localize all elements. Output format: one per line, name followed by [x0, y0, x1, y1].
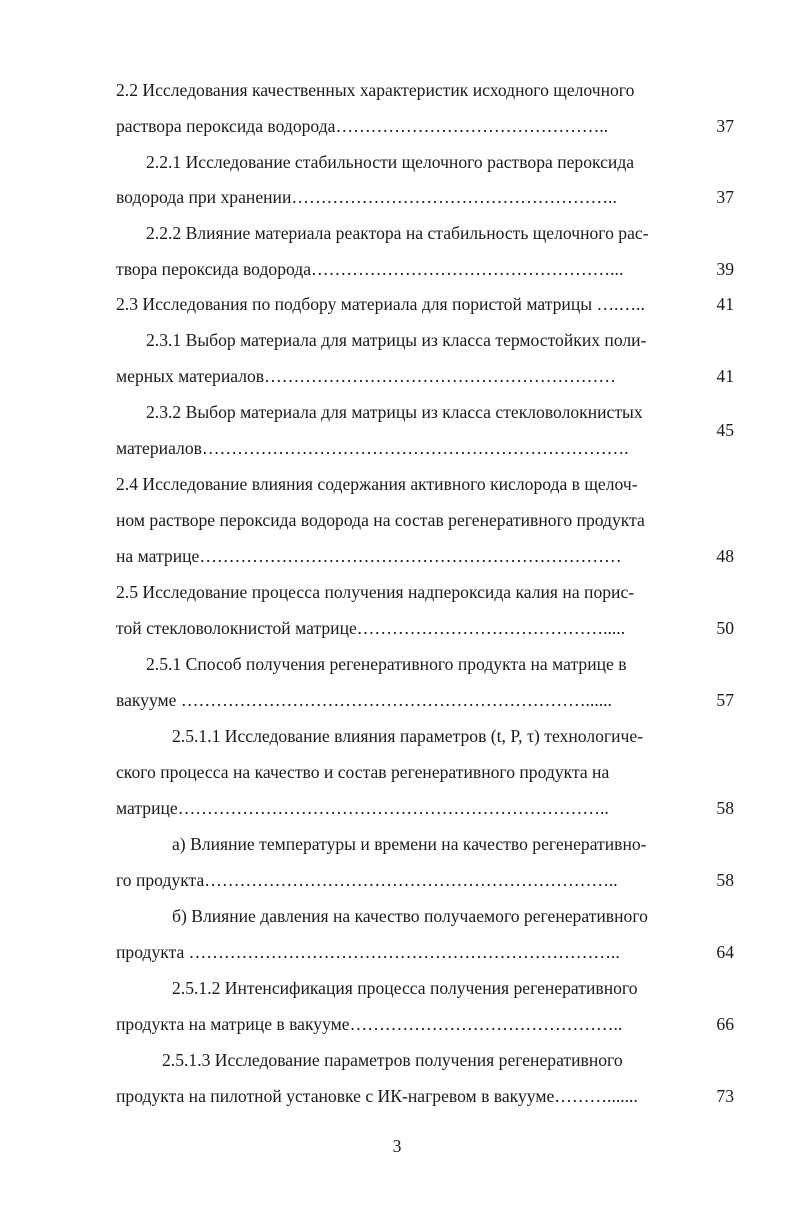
toc-page-number: 39: [716, 259, 734, 279]
toc-entry-line: 2.5.1.3 Исследование параметров получения регенеративного: [162, 1050, 623, 1070]
toc-page-number: 73: [716, 1086, 734, 1106]
toc-page-number: 58: [716, 798, 734, 818]
toc-entry-line: 2.5.1.1 Исследование влияния параметров (t, P, τ) технологиче-: [172, 726, 644, 746]
toc-entry-line: твора пероксида водорода……………………………………………...: [116, 259, 624, 279]
toc-entry-line: ского процесса на качество и состав регенеративного продукта на: [116, 762, 610, 782]
toc-entry-line: 2.4 Исследование влияния содержания активного кислорода в щелоч-: [116, 474, 638, 494]
toc-entry-line: материалов……………………………………………………………….: [116, 438, 629, 458]
toc-page-number: 66: [716, 1014, 734, 1034]
toc-entry-line: матрице………………………………………………………………..: [116, 798, 609, 818]
toc-entry-line: продукта ………………………………………………………………..: [116, 942, 620, 962]
toc-page-number: 41: [716, 294, 734, 314]
toc-entry-line: 2.3.2 Выбор материала для матрицы из класса стекловолокнистых: [146, 402, 643, 422]
toc-entry-line: 2.2.1 Исследование стабильности щелочного раствора пероксида: [146, 152, 635, 172]
toc-entry-line: 2.3 Исследования по подбору материала для пористой матрицы ….…..: [116, 294, 645, 314]
toc-page-number: 41: [716, 366, 734, 386]
toc-entry-line: 2.3.1 Выбор материала для матрицы из класса термостойких поли-: [146, 330, 647, 350]
toc-entry-line: 2.2.2 Влияние материала реактора на стабильность щелочного рас-: [146, 223, 649, 243]
toc-page-number: 50: [716, 618, 734, 638]
toc-page-number: 64: [716, 942, 734, 962]
toc-page-number: 48: [716, 546, 734, 566]
toc-entry-line: 2.5.1.2 Интенсификация процесса получения регенеративного: [172, 978, 638, 998]
toc-page-number: 37: [716, 187, 734, 207]
toc-page-number: 57: [716, 690, 734, 710]
toc-entry-line: раствора пероксида водорода………………………………………..: [116, 116, 609, 136]
toc-entry-line: продукта на пилотной установке с ИК-нагревом в вакууме……….......: [116, 1086, 638, 1106]
toc-page-number: 58: [716, 870, 734, 890]
toc-entry-line: б) Влияние давления на качество получаемого регенеративного: [172, 906, 648, 926]
toc-entry-line: 2.5.1 Способ получения регенеративного продукта на матрице в: [146, 654, 627, 674]
toc-entry-line: а) Влияние температуры и времени на качество регенеративно-: [172, 834, 647, 854]
toc-entry-line: 2.2 Исследования качественных характеристик исходного щелочного: [116, 80, 635, 100]
toc-entry-line: продукта на матрице в вакууме………………………………………..: [116, 1014, 623, 1034]
page-number: 3: [392, 1136, 402, 1156]
toc-entry-line: вакууме ……………………………………………………………......: [116, 690, 612, 710]
toc-entry-line: той стекловолокнистой матрице…………………………………….....: [116, 618, 626, 638]
toc-entry-line: го продукта……………………………………………………………..: [116, 870, 618, 890]
toc-page-number: 45: [716, 420, 734, 440]
toc-page-number: 37: [716, 116, 734, 136]
toc-entry-line: на матрице………………………………………………………………: [116, 546, 622, 566]
toc-entry-line: ном растворе пероксида водорода на состав регенеративного продукта: [116, 510, 645, 530]
toc-entry-line: 2.5 Исследование процесса получения надпероксида калия на порис-: [116, 582, 635, 602]
toc-entry-line: водорода при хранении………………………………………………..: [116, 187, 617, 207]
toc-entry-line: мерных материалов……………………………………………………: [116, 366, 616, 386]
